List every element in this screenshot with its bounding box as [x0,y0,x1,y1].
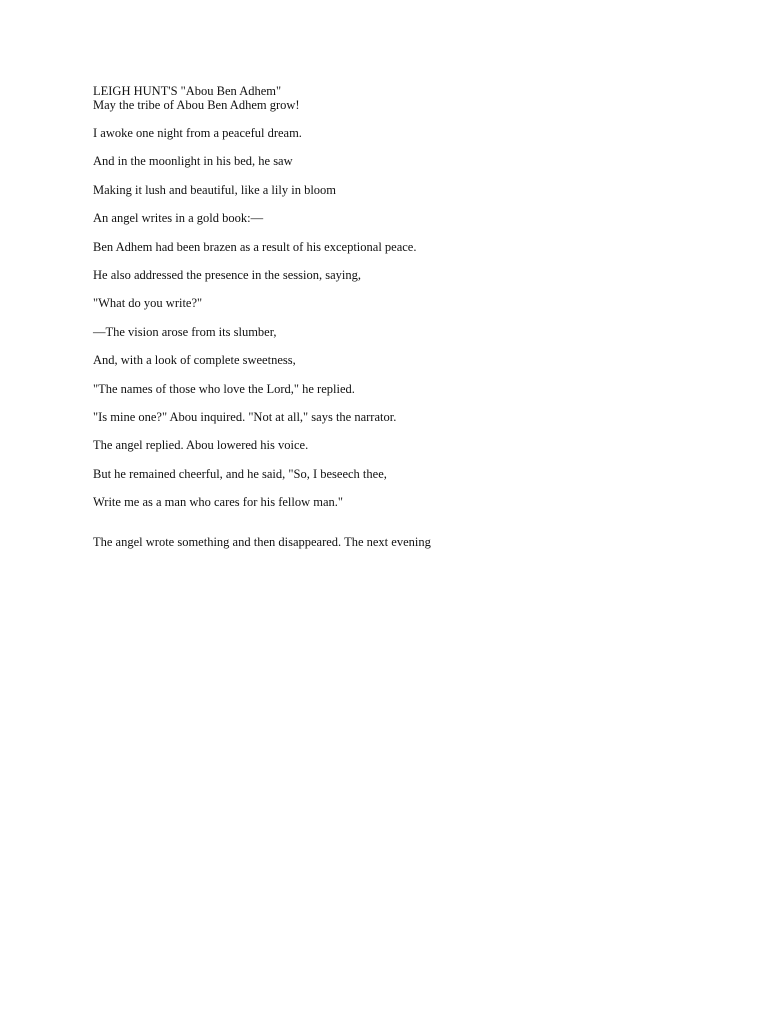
document-title: LEIGH HUNT'S "Abou Ben Adhem" [93,84,282,98]
poem-line: The angel replied. Abou lowered his voice. [93,438,309,453]
poem-line: An angel writes in a gold book:— [93,211,264,226]
poem-line: He also addressed the presence in the session, saying, [93,267,361,282]
poem-line: —The vision arose from its slumber, [93,324,277,339]
poem-text [93,84,713,549]
poem-line: Write me as a man who cares for his fellow man." [93,495,343,510]
poem-line: Making it lush and beautiful, like a lily in bloom [93,182,337,197]
poem-line: "What do you write?" [93,296,203,311]
poem-line: I awoke one night from a peaceful dream. [93,126,302,140]
poem-line: And, with a look of complete sweetness, [93,353,296,368]
poem-line: Ben Adhem had been brazen as a result of his exceptional peace. [93,239,417,254]
document-subtitle: May the tribe of Abou Ben Adhem grow! [93,98,300,112]
poem-line: And in the moonlight in his bed, he saw [93,154,293,169]
poem-line: "The names of those who love the Lord," he replied. [93,381,355,396]
poem-line: But he remained cheerful, and he said, "So, I beseech thee, [93,466,387,481]
final-line: The angel wrote something and then disappeared. The next evening [93,535,431,550]
poem-line: "Is mine one?" Abou inquired. "Not at all," says the narrator. [93,409,397,424]
